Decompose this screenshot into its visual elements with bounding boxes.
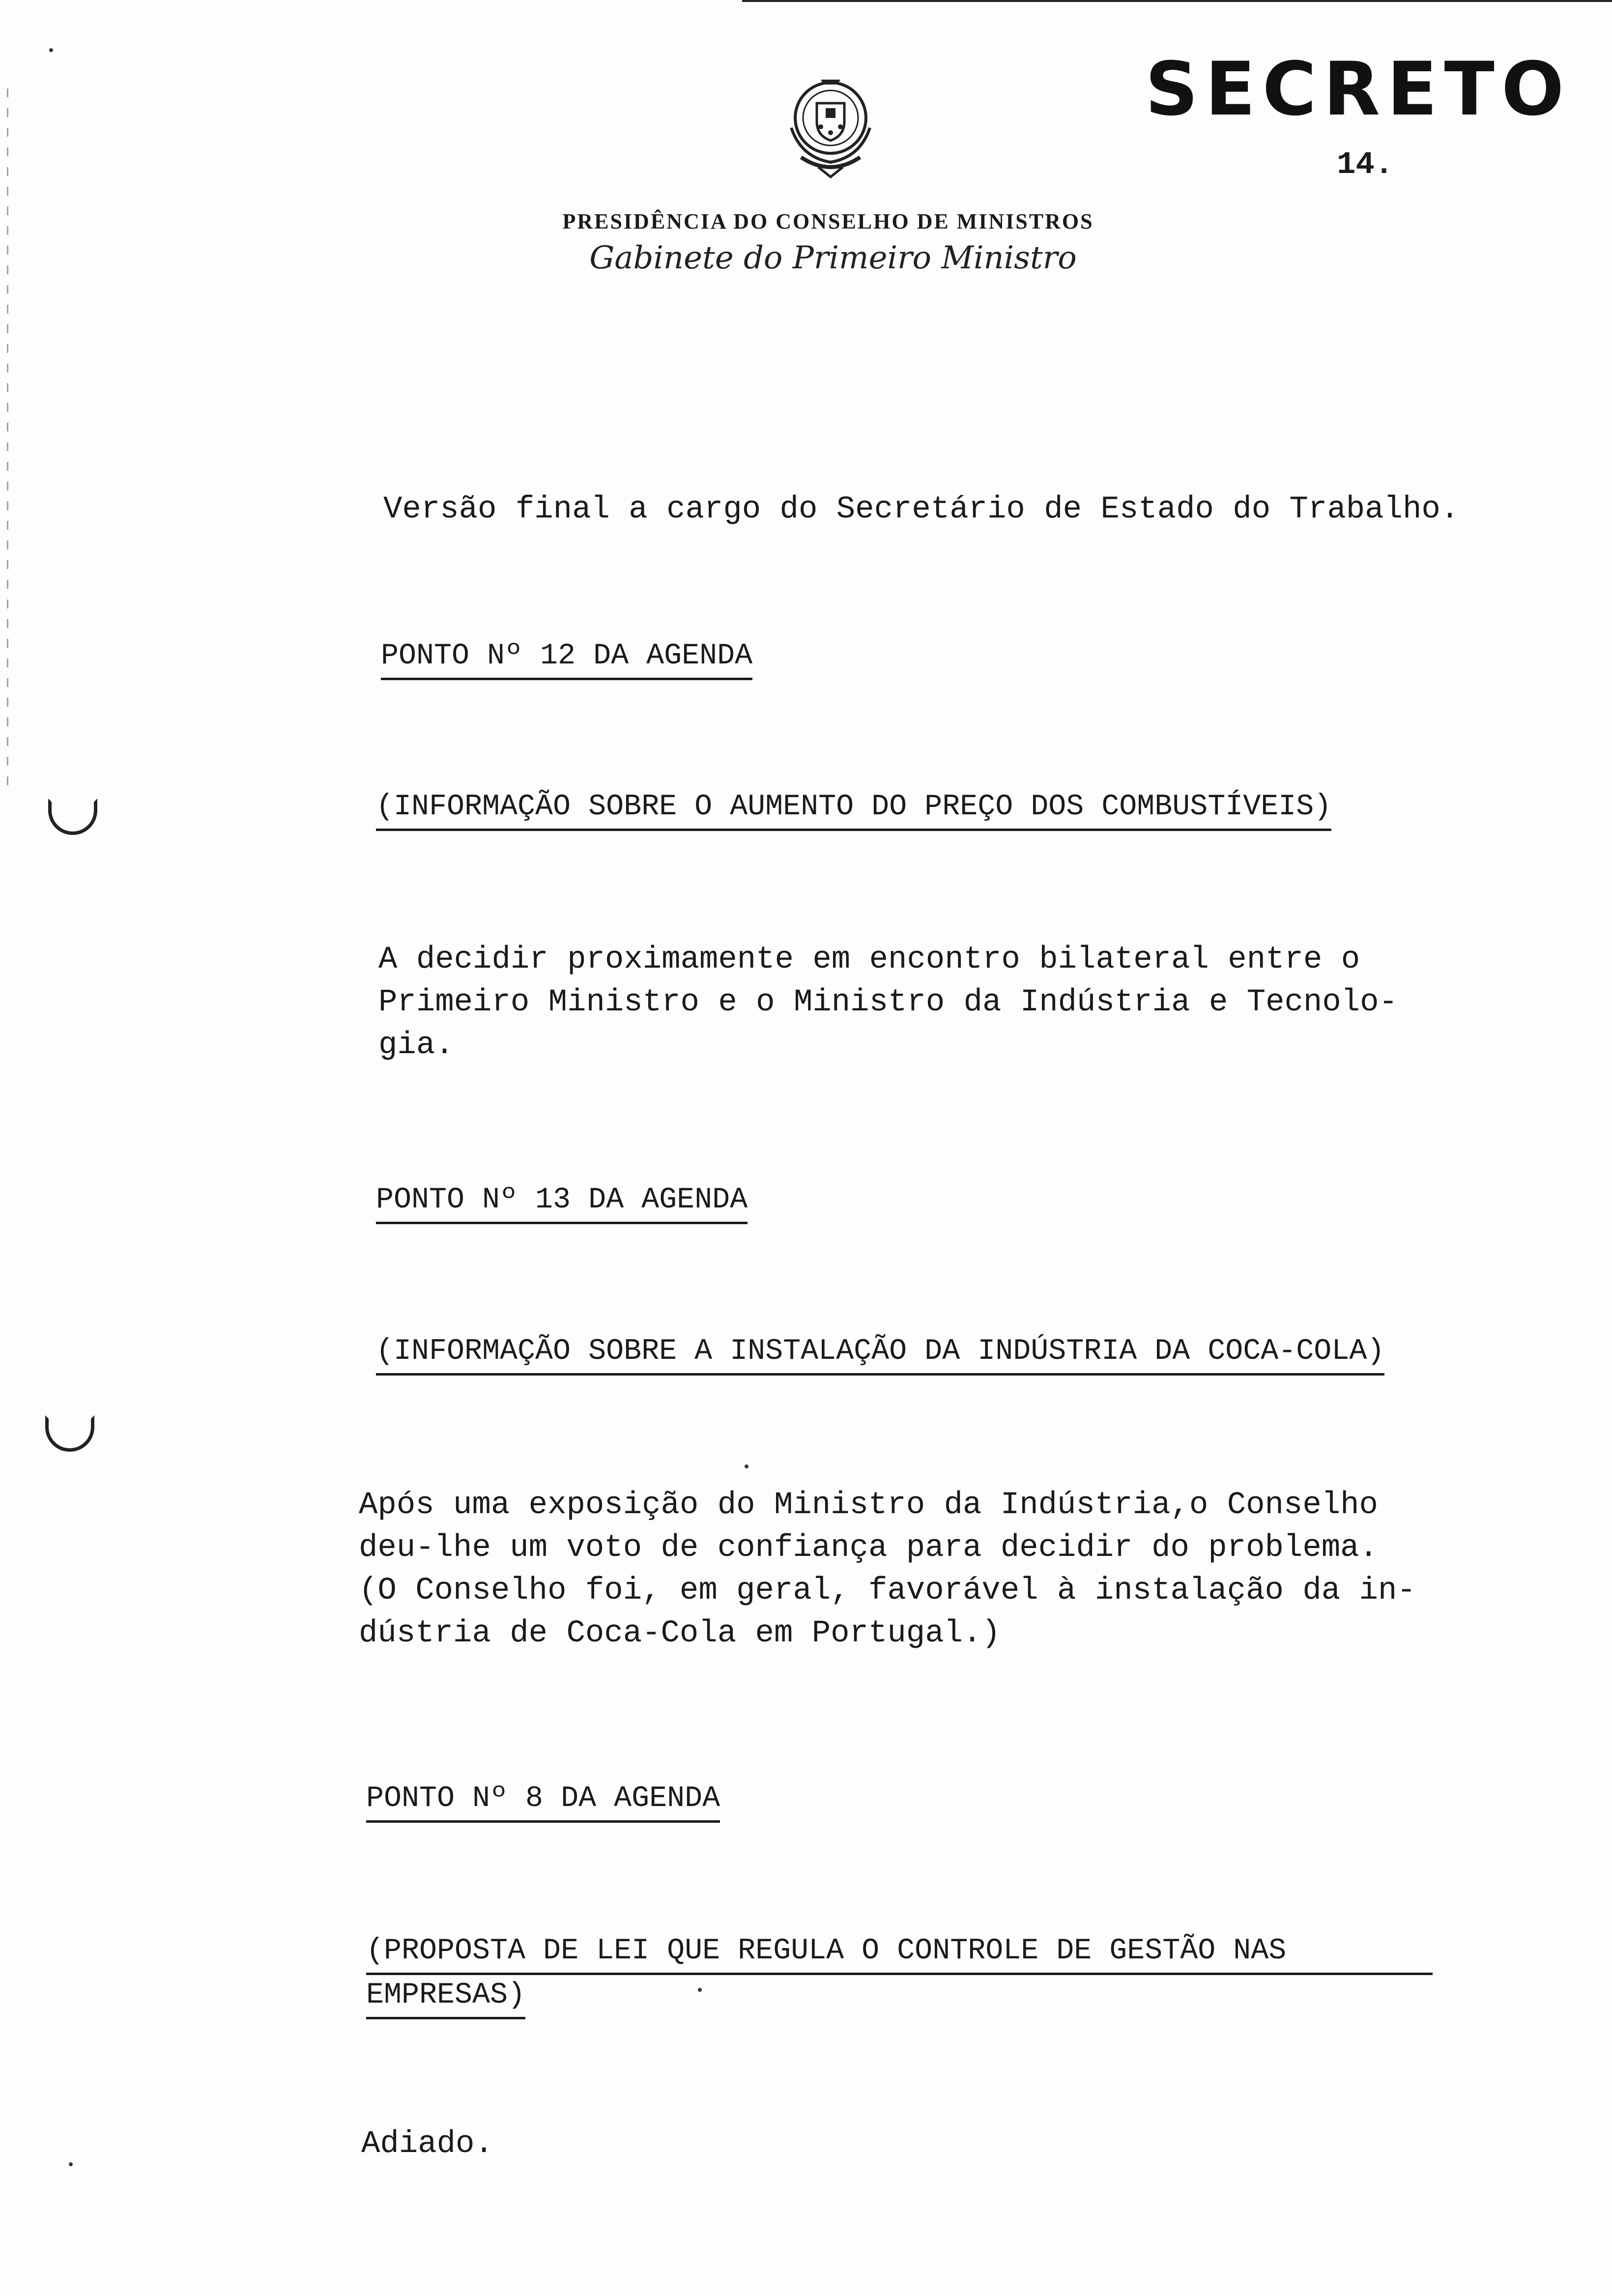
agenda-item-heading: PONTO Nº 13 DA AGENDA [376, 1185, 748, 1224]
text-line: (O Conselho foi, em geral, favorável à instalação da in- [359, 1573, 1416, 1608]
speck [745, 1464, 748, 1468]
organization-name: PRESIDÊNCIA DO CONSELHO DE MINISTROS [562, 209, 1094, 233]
agenda-item-subject-line: EMPRESAS) [366, 1980, 525, 2019]
page-number: 14. [1337, 147, 1394, 183]
text-line: dústria de Coca-Cola em Portugal.) [359, 1616, 1001, 1651]
punch-hole-upper [48, 799, 97, 835]
agenda-item-text [359, 1484, 1416, 1655]
text-line: Adiado. [361, 2126, 493, 2162]
agenda-item-text [378, 939, 1398, 1067]
text-line: gia. [378, 1028, 454, 1063]
secret-stamp: SECRETO [1145, 47, 1571, 132]
speck [698, 1988, 702, 1992]
punch-hole-lower [45, 1415, 94, 1452]
intro-line: Versão final a cargo do Secretário de Estado do Trabalho. [383, 492, 1460, 527]
text-line: Primeiro Ministro e o Ministro da Indústria e Tecnolo- [378, 985, 1398, 1020]
agenda-item-heading: PONTO Nº 8 DA AGENDA [366, 1784, 720, 1823]
speck [49, 48, 53, 52]
text-line: Após uma exposição do Ministro da Indústria,o Conselho [359, 1488, 1378, 1523]
department-name: Gabinete do Primeiro Ministro [589, 240, 1077, 276]
agenda-item-text [361, 2123, 493, 2166]
left-margin-marks [7, 88, 8, 786]
text-line: A decidir proximamente em encontro bilateral entre o [378, 942, 1360, 977]
agenda-item-subject: (INFORMAÇÃO SOBRE A INSTALAÇÃO DA INDÚSTRIA DA COCA-COLA) [376, 1337, 1384, 1376]
coat-of-arms-seal [772, 69, 890, 187]
agenda-item-heading: PONTO Nº 12 DA AGENDA [381, 641, 752, 680]
top-edge-rule [742, 0, 1612, 2]
agenda-item-subject-line: (PROPOSTA DE LEI QUE REGULA O CONTROLE DE GESTÃO NAS [366, 1936, 1433, 1975]
text-line: deu-lhe um voto de confiança para decidir do problema. [359, 1530, 1378, 1566]
speck [69, 2162, 73, 2166]
agenda-item-subject: (INFORMAÇÃO SOBRE O AUMENTO DO PREÇO DOS COMBUSTÍVEIS) [376, 792, 1331, 831]
